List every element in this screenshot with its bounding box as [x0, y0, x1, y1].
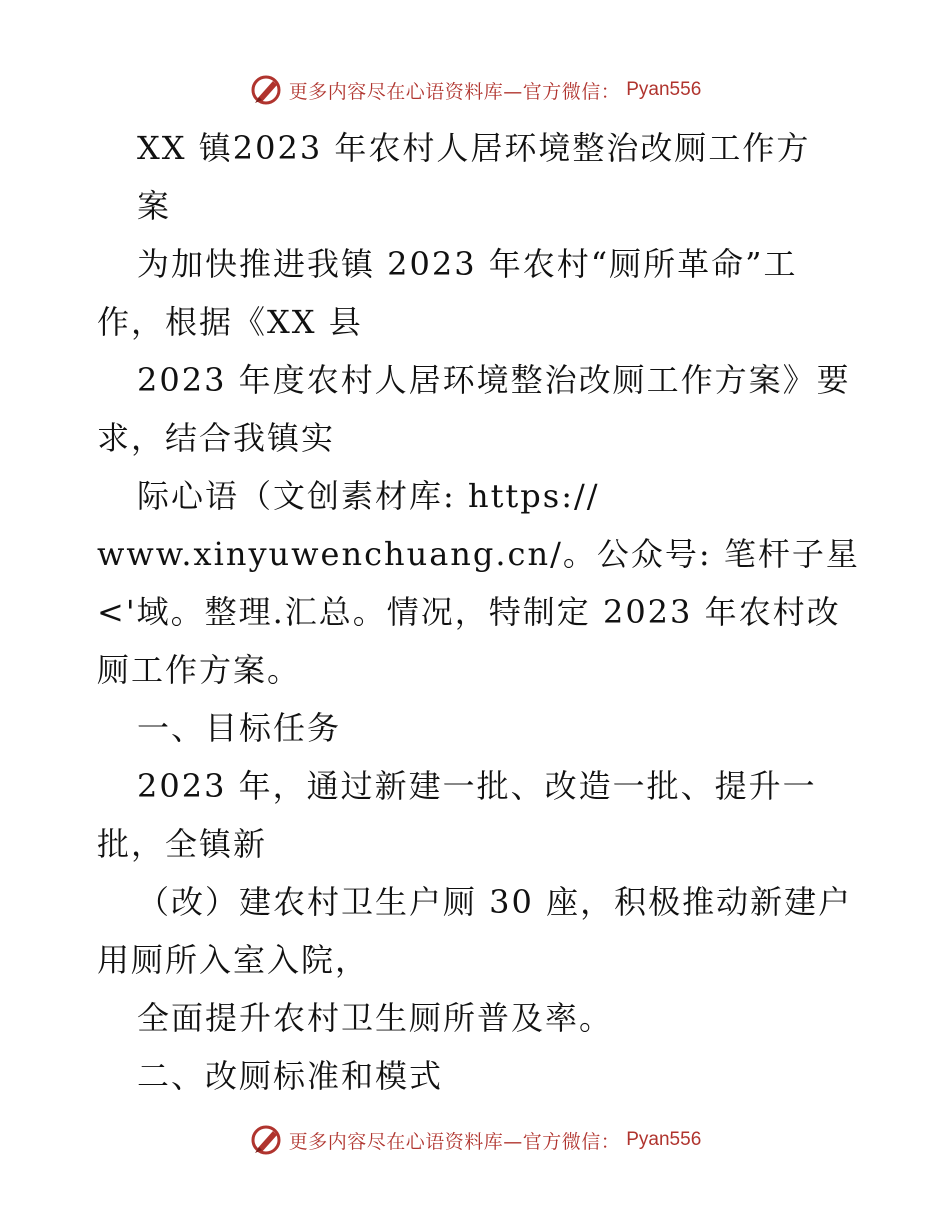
- paragraph-line: 2023 年度农村人居环境整治改厕工作方案》要: [137, 361, 851, 399]
- footer-banner-text: 更多内容尽在心语资料库—官方微信：: [288, 1130, 621, 1153]
- header-banner-text: 更多内容尽在心语资料库—官方微信：: [288, 80, 621, 103]
- paragraph-line: 厕工作方案。: [97, 651, 302, 689]
- pen-logo-icon: [249, 1123, 283, 1157]
- pen-logo-icon: [249, 73, 283, 107]
- paragraph-line: www.xinyuwenchuang.cn/。公众号: 笔杆子星: [97, 535, 860, 573]
- paragraph-line: （改）建农村卫生户厕 30 座，积极推动新建户: [137, 883, 853, 921]
- paragraph-line: 际心语（文创素材库: https://: [137, 477, 600, 515]
- header-banner-inner: [249, 73, 702, 107]
- paragraph-line: 作，根据《XX 县: [97, 303, 363, 341]
- paragraph-line: <'域。整理.汇总。情况，特制定 2023 年农村改: [97, 593, 841, 631]
- paragraph-line: 2023 年，通过新建一批、改造一批、提升一: [137, 767, 817, 805]
- header-banner-wechat-id: Pyan556: [626, 79, 702, 100]
- paragraph-line: 为加快推进我镇 2023 年农村“厕所革命”工: [137, 245, 798, 283]
- paragraph-line: 批，全镇新: [97, 825, 268, 863]
- paragraph-line: 求，结合我镇实: [97, 419, 336, 457]
- paragraph-line: 全面提升农村卫生厕所普及率。: [137, 999, 614, 1037]
- footer-banner-inner: [249, 1123, 702, 1157]
- document-title-line-1: XX 镇2023 年农村人居环境整治改厕工作方: [137, 129, 811, 167]
- footer-banner-wechat-id: Pyan556: [626, 1129, 702, 1150]
- section-heading-1: 一、目标任务: [137, 709, 342, 747]
- document-title-line-2: 案: [137, 187, 172, 225]
- footer-banner: [0, 1120, 950, 1160]
- section-heading-2: 二、改厕标准和模式: [137, 1057, 444, 1095]
- paragraph-line: 用厕所入室入院，: [97, 941, 370, 979]
- header-banner: [0, 70, 950, 110]
